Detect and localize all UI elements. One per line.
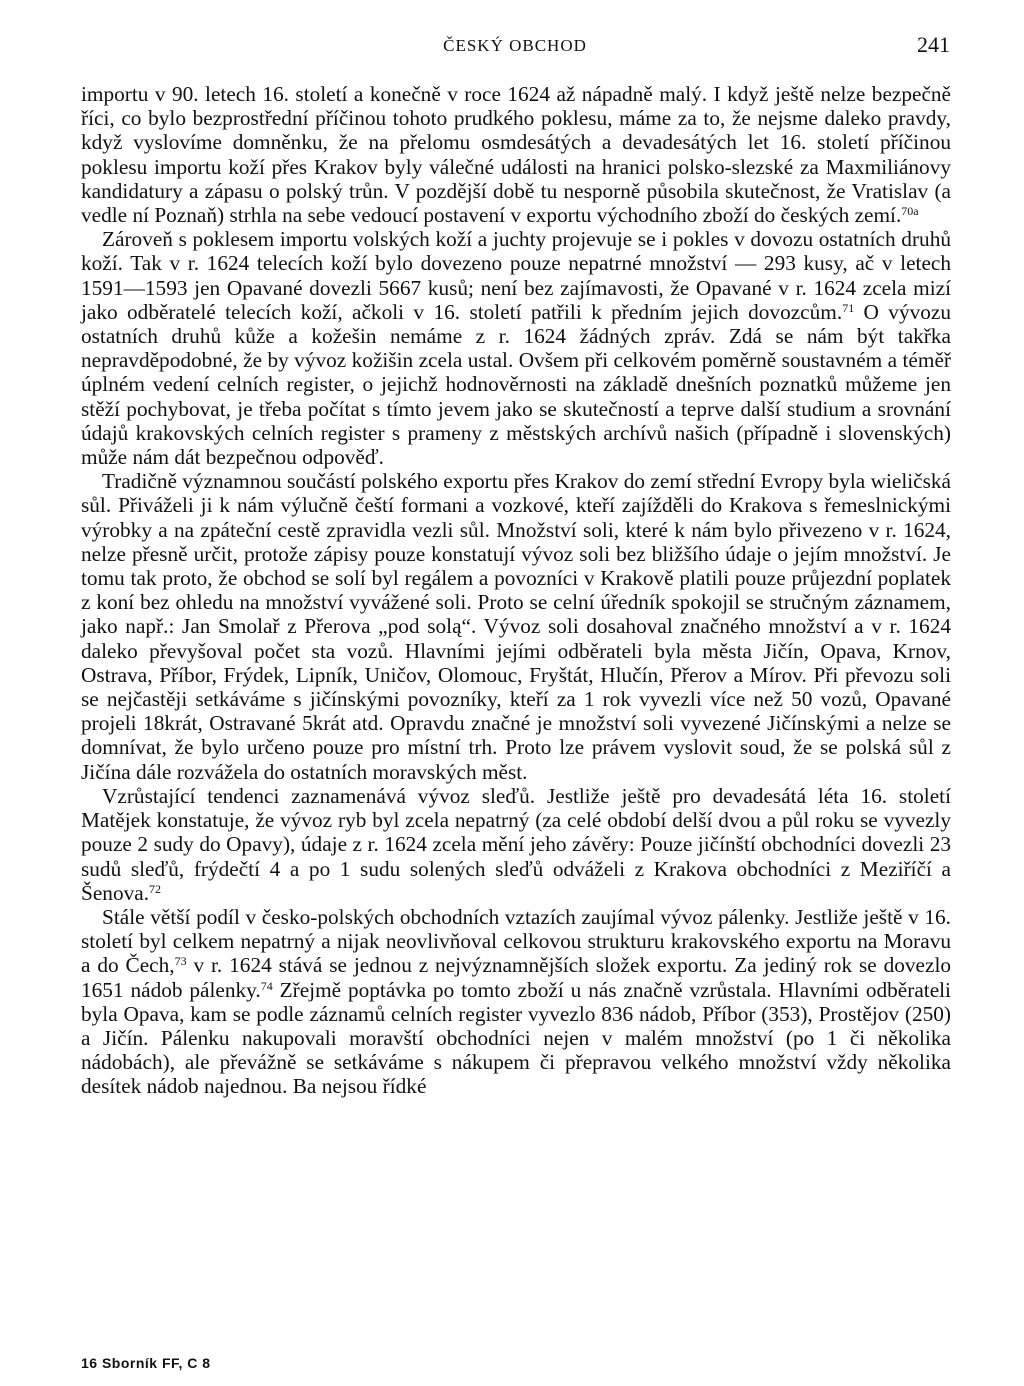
paragraph-4 (81, 784, 951, 905)
footnote-ref-73: 73 (174, 954, 187, 969)
paragraph-text-continued: O vývozu ostatních druhů kůže a kožešin nemáme z r. 1624 žádných zpráv. Zdá se nám být takřka nepravděpodobné, že by vývoz kožišin zcela ustal. Ovšem při celkovém poměrně soustavném a téměř úplném vedení celních register, o jejichž hodnověrnosti na základě dnešních poznatků můžeme jen stěží pochybovat, je třeba počítat s tímto jevem jako se skutečností a teprve další studium a srovnání údajů krakovských celních register s prameny z městských archívů našich (případně i slovenských) může nám dát bezpečnou odpověď. (81, 299, 952, 470)
footnote-ref-72: 72 (149, 881, 162, 896)
paragraph-2 (81, 227, 951, 469)
running-title: ČESKÝ OBCHOD (443, 36, 587, 55)
paragraph-text-continued-2: Zřejmě poptávka po tomto zboží u nás značně vzrůstala. Hlavními odběrateli byla Opava, kam se podle záznamů celních register vyvezlo 836 nádob, Příbor (353), Prostějov (250) a Jičín. Pálenku nakupovali moravští obchodníci nejen v malém množství (po 1 či několika nádobách), ale převážně se setkáváme s nákupem či přepravou velkého množství vždy několika desítek nádob najednou. Ba nejsou řídké (81, 977, 951, 1099)
paragraph-text: Stále větší podíl v česko-polských obchodních vztazích zaujímal vývoz pálenky. Jestliže ještě v 16. století byl celkem nepatrný a nijak neovlivňoval celkovou strukturu krakovského exportu na Moravu a do Čech, (81, 904, 951, 978)
paragraph-text: Zároveň s poklesem importu volských koží a juchty projevuje se i pokles v dovozu ostatních druhů koží. Tak v r. 1624 telecích koží bylo dovezeno pouze nepatrné množství — 293 kusy, ač v letech 1591—1593 jen Opavané dovezli 5667 kusů; není bez zajímavosti, že Opavané v r. 1624 zcela mizí jako odběratelé telecích koží, ačkoli v 16. století patřili k předním jejich dovozcům. (81, 227, 951, 324)
footnote-ref-71: 71 (842, 300, 855, 315)
paragraph-text: Tradičně významnou součástí polského exportu přes Krakov do zemí střední Evropy byla wieličská sůl. Přiváželi ji k nám výlučně čeští formani a vozkové, kteří zajížděli do Krakova s řemeslnickými výrobky a na zpáteční cestě zpravidla vezli sůl. Množství soli, které k nám bylo přivezeno v r. 1624, nelze přesně určit, protože zápisy pouze konstatují vývoz soli bez bližšího údaje o jejím množství. Je tomu tak proto, že obchod se solí byl regálem a povozníci v Krakově platili pouze průjezdní poplatek z koní bez ohledu na množství vyvážené soli. Proto se celní úředník spokojil se stručným záznamem, jako např.: Jan Smolař z Přerova „pod solą“. Vývoz soli dosahoval značného množství a v r. 1624 daleko převyšoval počet sta vozů. Hlavními jejími odběrateli byla města Jičín, Opava, Krnov, Ostrava, Příbor, Frýdek, Lipník, Uničov, Olomouc, Fryštát, Hlučín, Přerov a Mírov. Při převozu soli se nejčastěji setkáváme s jičínskými povozníky, kteří za 1 rok vyvezli více než 50 vozů, Opavané projeli 18krát, Ostravané 5krát atd. Opravdu značné je množství soli vyvezené Jičínskými a nelze se domnívat, že bylo určeno pouze pro místní trh. Proto lze právem vyslovit soud, že se polská sůl z Jičína dále rozvážela do ostatních moravských měst. (81, 469, 951, 784)
footnote-ref-70a: 70a (901, 204, 919, 219)
page-number: 241 (917, 32, 950, 57)
body-text (81, 82, 951, 1099)
paragraph-text: Vzrůstající tendenci zaznamenává vývoz sleďů. Jestliže ještě pro devadesátá léta 16. století Matějek konstatuje, že vývoz ryb byl zcela nepatrný (za celé období delší dvou a půl roku se vyvezly pouze 2 sudy do Opavy), údaje z r. 1624 zcela mění jeho závěry: Pouze jičínští obchodníci dovezli 23 sudů sleďů, frýdečtí 4 a po 1 sudu solených sleďů odváželi z Krakova obchodníci z Meziříčí a Šenova. (81, 783, 951, 905)
footnote-ref-74: 74 (260, 978, 273, 993)
paragraph-text-continued: v r. 1624 stává se jednou z nejvýznamnějších složek exportu. Za jediný rok se dovezlo 1651 nádob pálenky. (81, 953, 952, 1002)
paragraph-text: importu v 90. letech 16. století a konečně v roce 1624 až nápadně malý. I když ještě nelze bezpečně říci, co bylo bezprostřední příčinou tohoto prudkého poklesu, máme za to, že nejsme daleko pravdy, když vyslovíme domněnku, že na přelomu osmdesátých a devadesátých let 16. století příčinou poklesu importu koží přes Krakov byly válečné události na hranici polsko-slezské za Maxmiliánovy kandidatury a zápasu o polský trůn. V pozdější době tu nesporně působila skutečnost, že Vratislav (a vedle ní Poznaň) strhla na sebe vedoucí postavení v exportu východního zboží do českých zemí. (81, 82, 951, 228)
paragraph-3 (81, 469, 951, 784)
printer-signature: 16 Sborník FF, C 8 (81, 1355, 211, 1371)
paragraph-5 (81, 905, 951, 1099)
paragraph-1 (81, 82, 951, 227)
